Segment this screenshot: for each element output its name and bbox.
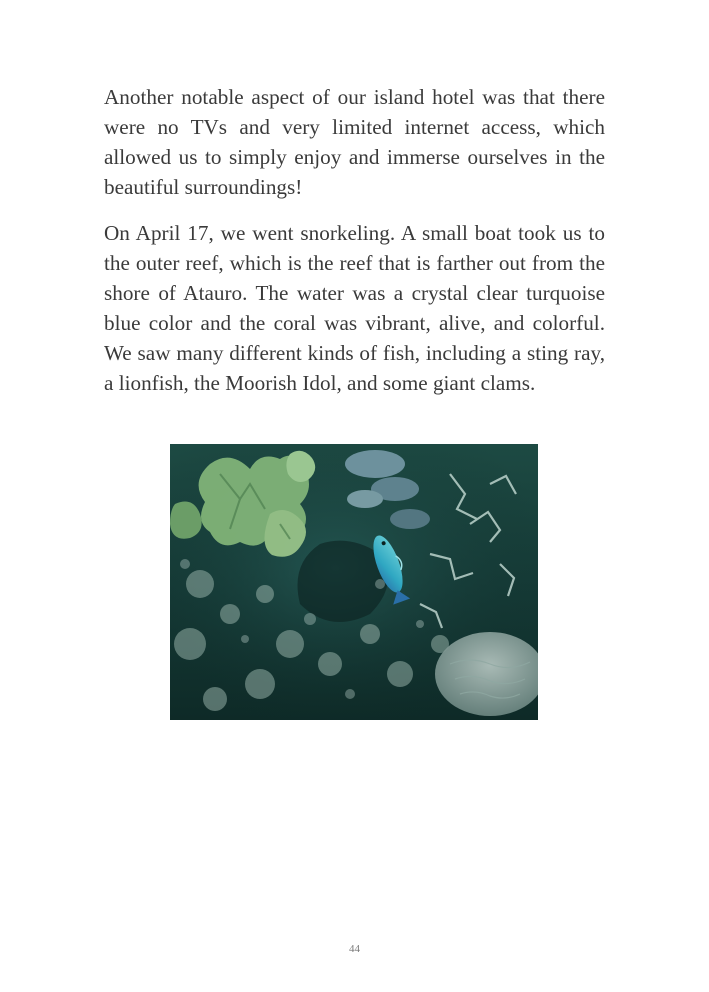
paragraph-island-hotel: Another notable aspect of our island hotel was that there were no TVs and very limited internet access, which allowed us to simply enjoy and immerse ourselves in the beautiful surroundings! xyxy=(104,85,605,199)
paragraph-snorkeling: On April 17, we went snorkeling. A small boat took us to the outer reef, which is the reef that is farther out from the shore of Atauro. The water was a crystal clear turquoise blue color and the coral was vibrant, alive, and colorful. We saw many different kinds of fish, including a sting ray, a lionfish, the Moorish Idol, and some giant clams. xyxy=(104,221,605,395)
page-number: 44 xyxy=(349,943,360,955)
coral-reef-photo xyxy=(170,444,538,720)
